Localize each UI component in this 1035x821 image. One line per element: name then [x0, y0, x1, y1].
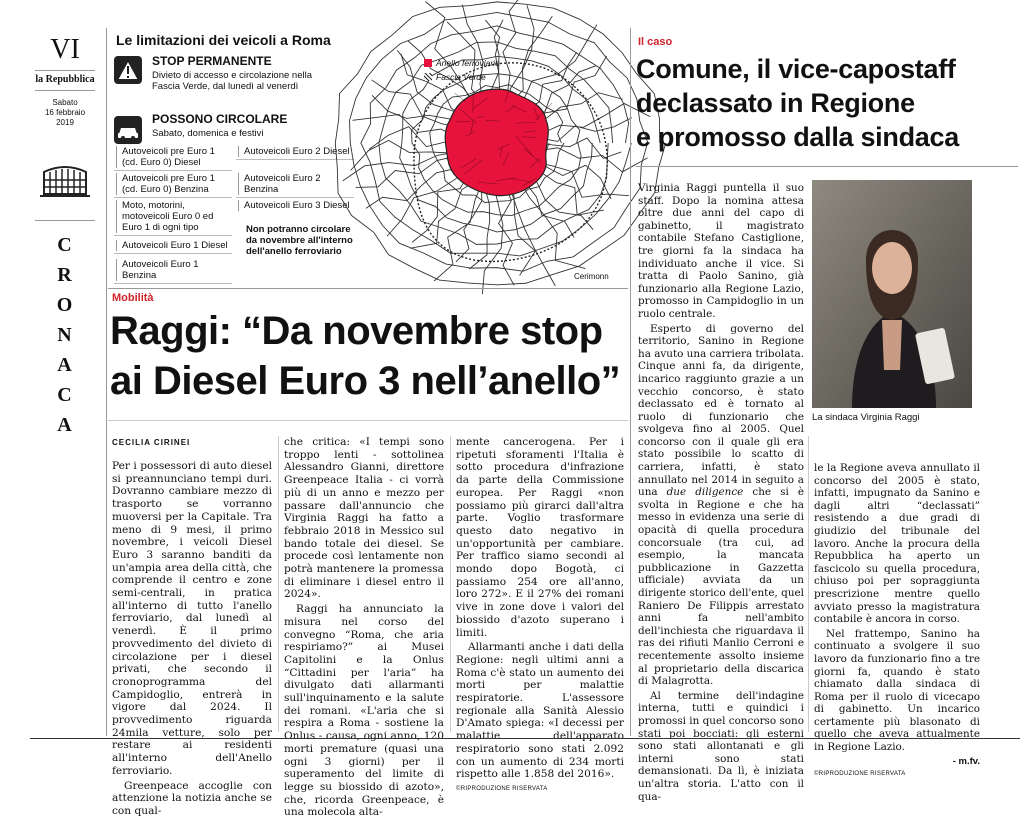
copyright-note: ©RIPRODUZIONE RISERVATA — [456, 783, 624, 796]
side-column-1 — [638, 182, 804, 805]
paragraph: le la Regione aveva annullato il concorso del 2005 è stato, infatti, impugnato da Sanino e dagli altri “declassati” resistendo a due gradi di giudizio del tribunale del lavoro. Anche la procura della Repubblica ha aperto un fascicolo su quella procedura, chiuso poi per sopraggiunta prescrizione mentre quello avviato presso la magistratura contabile è ancora in corso. — [814, 462, 980, 626]
stop-description: Divieto di accesso e circolazione nella Fascia Verde, dal lunedì al venerdì — [152, 70, 312, 92]
divider — [35, 70, 95, 71]
vehicle-item: Autoveicoli pre Euro 1 (cd. Euro 0) Diesel — [114, 144, 232, 171]
section-letter: C — [30, 380, 100, 410]
vehicle-item: Autoveicoli Euro 2 Benzina — [236, 171, 354, 198]
vehicle-item: Moto, motorini, motoveicoli Euro 0 ed Euro 1 di ogni tipo — [114, 198, 232, 236]
photo-caption: La sindaca Virginia Raggi — [812, 412, 920, 423]
paragraph: mente cancerogena. Per i ripetuti sforamenti l'Italia è sotto procedura d'infrazione da parte della Commissione europea. Per Raggi «non possiamo più girarci dall'altra parte. Voglio trasformare questo dato negativo in un'opportunità per cambiare. Per traffico siamo secondi al mondo dopo Bogotà, ci passiamo 254 ore all'anno, loro 272». E il 27% dei romani vive in zone dove i valori del biossido d'azoto superano i limiti. — [456, 436, 624, 639]
portrait-photo — [812, 180, 972, 408]
divider — [35, 90, 95, 91]
issue-date-text: 16 febbraio — [30, 108, 100, 118]
legend-green — [424, 70, 500, 84]
copyright-note: ©RIPRODUZIONE RISERVATA — [814, 768, 980, 781]
section-rail — [30, 30, 100, 750]
side-headline — [636, 52, 1016, 154]
divider — [35, 220, 95, 221]
main-headline — [110, 306, 630, 406]
main-headline-line: Raggi: “Da novembre stop — [110, 306, 630, 356]
legend-green-swatch — [424, 73, 432, 81]
infographic — [108, 28, 628, 286]
main-kicker: Mobilità — [112, 292, 154, 304]
paragraph: Raggi ha annunciato la misura nel corso del convegno “Roma, che aria respiriamo?” ai Musei Capitolini e la Onlus “Cittadini per l'aria” ha divulgato dati allarmanti sull'inquinamento e la salute dei romani. «L'aria che si respira a Roma - sostiene la Onlus - causa, ogni anno, 120 morti premature (quasi una ogni 3 giorni) per il superamento del limite di legge su biossido di azoto», che, ricorda Greenpeace, è una molecola alta- — [284, 603, 444, 819]
divider — [108, 288, 628, 289]
paragraph: Esperto di governo del territorio, Sanino in Regione ha avuto una carriera tribolata. Cinque anni fa, da dirigente, incarico raggiunto grazie a un vecchio concorso, è stato declassato ed è tornato al ruolo di funzionario che svolgeva fino al 2005. Quel concorso con il quale gli era stato possibile lo scatto di carriera, infatti, è stato annullato nel 2014 in seguito a una due diligence che si è svolta in Regione e che ha messo in evidenza una serie di opacità di quella procedura concorsuale (tra cui, ad esempio, la mancata pubblicazione in Gazzetta ufficiale) avviata da un dirigente storico dell'ente, quel Raniero De Filippis arrestato anni fa nell'ambito dell'inchiesta che riguardava il ras dei rifiuti Manlio Cerroni e recentemente assolto insieme al proprietario della discarica di Malagrotta. — [638, 323, 804, 688]
main-column-2 — [284, 436, 444, 821]
divider — [106, 28, 107, 736]
paragraph: Per i possessori di auto diesel si preannunciano tempi duri. Dovranno cambiare mezzo di trasporto se vorranno muoversi per la Capitale. Tra meno di 9 mesi, il primo novembre, i veicoli Diesel Euro 3 saranno banditi da un'ampia area della città, che comprende il centro e zone semi-centrali, in pratica all'interno di tutto l'anello ferroviario, dal lunedì al venerdì. È il primo provvedimento del divieto di circolazione per i diesel privati, che secondo il cronoprogramma del Campidoglio, entrerà in vigore dal 2024. Il provvedimento riguarda 24mila vetture, solo per restare ai residenti all'interno dell'Anello ferroviario. — [112, 460, 272, 778]
vehicle-item: Autoveicoli pre Euro 1 (cd. Euro 0) Benzina — [114, 171, 232, 198]
side-headline-line: Comune, il vice-capostaff — [636, 52, 1016, 86]
paragraph: Greenpeace accoglie con attenzione la notizia anche se con qual- — [112, 780, 272, 818]
colosseum-icon — [40, 160, 90, 200]
paragraph: Nel frattempo, Sanino ha continuato a svolgere il suo lavoro da funzionario fino a tre giorni fa, quando è stato chiamato dalla sindaca di Roma per il ruolo di vicecapo di gabinetto. Un incarico certamente più blasonato di quello che aveva attualmente in Regione Lazio. — [814, 628, 980, 754]
vehicle-item: Autoveicoli Euro 1 Benzina — [114, 257, 232, 284]
railway-ring-area — [445, 89, 548, 195]
legend-ring-swatch — [424, 59, 432, 67]
vehicle-item: Autoveicoli Euro 1 Diesel — [114, 238, 232, 254]
euro3-ban-note: Non potranno circolare da novembre all'interno dell'anello ferroviario — [246, 224, 358, 257]
side-headline-line: declassato in Regione — [636, 86, 1016, 120]
paragraph: che critica: «I tempi sono troppo lenti - sottolinea Alessandro Gianni, direttore Greenpeace Italia - ci vorrà più di un anno e mezzo per passare dall'annuncio che Virginia Raggi ha fatto a febbraio 2018 in Messico sul bando totale dei diesel. Se procede così lentamente non potrà mantenere la promessa di eliminare i diesel entro il 2024». — [284, 436, 444, 601]
legend-ring — [424, 56, 500, 70]
issue-date — [30, 98, 100, 128]
author-signature: - m.fv. — [814, 756, 980, 769]
graphic-credit: Cerimonn — [574, 272, 609, 281]
paragraph: Virginia Raggi puntella il suo staff. Dopo la nomina attesa oltre due anni del capo di gabinetto, il magistrato contabile Stefano Castiglione, tre giorni fa la sindaca ha individuato anche il vice. Si tratta di Paolo Sanino, già funzionario alla Regione Lazio, promosso in Campidoglio in un ruolo centrale. — [638, 182, 804, 321]
section-letter: C — [30, 230, 100, 260]
section-letter: N — [30, 320, 100, 350]
issue-year: 2019 — [30, 118, 100, 128]
section-letter: A — [30, 410, 100, 440]
paragraph: Al termine dell'indagine interna, tutti e quindici i promossi in quel concorso sono stati poi bocciati: gli esterni sono stati allontanati e gli interni sono stati demansionati. Da lì, è iniziata un'altra storia. L'atto con il qua- — [638, 690, 804, 803]
divider — [108, 420, 628, 421]
divider — [630, 28, 631, 736]
infographic-title: Le limitazioni dei veicoli a Roma — [116, 32, 331, 48]
side-column-2 — [814, 462, 980, 781]
circulate-description: Sabato, domenica e festivi — [152, 128, 263, 139]
section-letter: A — [30, 350, 100, 380]
legend-ring-label: Anello ferroviario — [436, 58, 500, 68]
page-number: VI — [30, 34, 100, 66]
car-icon — [114, 116, 142, 144]
divider — [808, 436, 809, 732]
circulate-title: POSSONO CIRCOLARE — [152, 112, 287, 126]
side-kicker: Il caso — [638, 36, 672, 48]
main-headline-line: ai Diesel Euro 3 nell’anello” — [110, 356, 630, 406]
stop-title: STOP PERMANENTE — [152, 54, 272, 68]
main-column-3 — [456, 436, 624, 796]
divider — [450, 436, 451, 732]
section-name — [30, 230, 100, 440]
section-letter: R — [30, 260, 100, 290]
byline: CECILIA CIRINEI — [112, 438, 190, 447]
main-column-1 — [112, 460, 272, 820]
photo-virginia-raggi — [812, 180, 972, 408]
vehicle-item: Autoveicoli Euro 2 Diesel — [236, 144, 354, 160]
section-letter: O — [30, 290, 100, 320]
warning-sign-icon — [114, 56, 142, 84]
map-legend — [424, 56, 500, 84]
vehicle-item: Autoveicoli Euro 3 Diesel — [236, 198, 354, 213]
newspaper-name: la Repubblica — [30, 74, 100, 85]
side-headline-line: e promosso dalla sindaca — [636, 120, 1016, 154]
issue-day: Sabato — [30, 98, 100, 108]
page-bottom-rule — [30, 738, 1020, 739]
paragraph: Allarmanti anche i dati della Regione: negli ultimi anni a Roma c'è stato un aumento dei morti per malattie respiratorie. L'assessore regionale alla Sanità Alessio D'Amato spiega: «I decessi per malattie dell'apparato respiratorio sono stati 2.092 con un aumento di 234 morti rispetto alle 1.858 del 2016». — [456, 641, 624, 781]
legend-green-label: Fascia Verde — [436, 72, 486, 82]
divider — [278, 436, 279, 732]
divider — [636, 166, 1018, 167]
